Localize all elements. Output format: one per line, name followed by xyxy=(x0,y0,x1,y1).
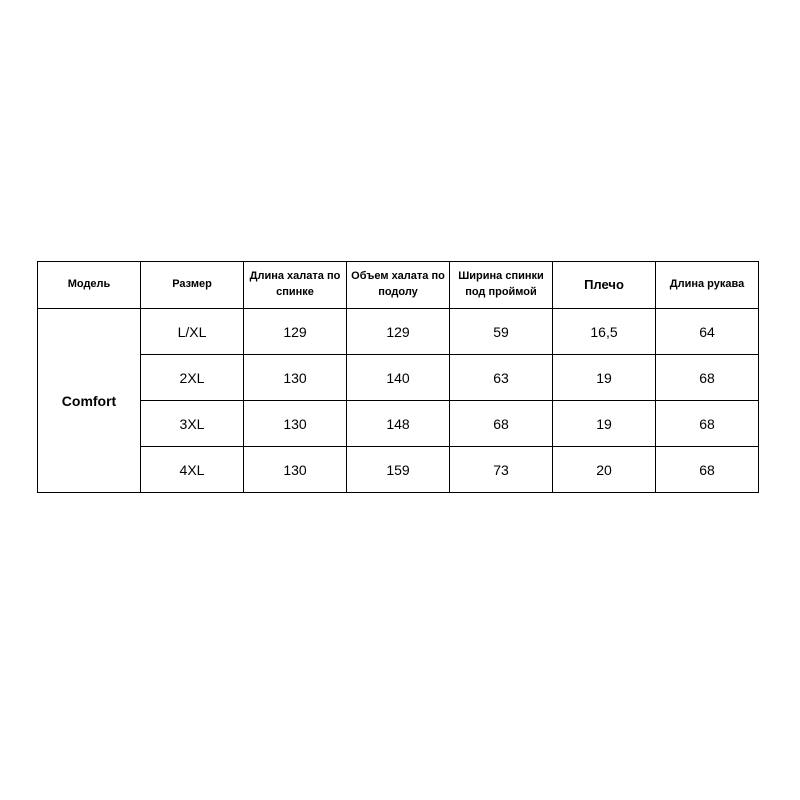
header-sleeve-length: Длина рукава xyxy=(656,262,759,309)
table-cell: 16,5 xyxy=(553,309,656,355)
table-cell: 3XL xyxy=(141,401,244,447)
header-back-width: Ширина спинки под проймой xyxy=(450,262,553,309)
table-cell: L/XL xyxy=(141,309,244,355)
header-size: Размер xyxy=(141,262,244,309)
table-row xyxy=(38,401,759,447)
header-shoulder: Плечо xyxy=(553,262,656,309)
table-cell: 73 xyxy=(450,447,553,493)
header-hem-volume: Объем халата по подолу xyxy=(347,262,450,309)
table-cell: 68 xyxy=(656,447,759,493)
table-cell: 19 xyxy=(553,401,656,447)
header-model: Модель xyxy=(38,262,141,309)
table-cell: 68 xyxy=(656,355,759,401)
table-cell: 130 xyxy=(244,401,347,447)
header-back-length: Длина халата по спинке xyxy=(244,262,347,309)
table-cell: 19 xyxy=(553,355,656,401)
table-cell: 140 xyxy=(347,355,450,401)
table-cell: 63 xyxy=(450,355,553,401)
table-cell: 159 xyxy=(347,447,450,493)
table-cell: 130 xyxy=(244,355,347,401)
table-cell: 68 xyxy=(450,401,553,447)
table-row xyxy=(38,309,759,355)
table-cell: 130 xyxy=(244,447,347,493)
model-cell: Comfort xyxy=(38,309,141,493)
table-cell: 129 xyxy=(244,309,347,355)
table-cell: 148 xyxy=(347,401,450,447)
table-cell: 2XL xyxy=(141,355,244,401)
size-chart-table xyxy=(37,261,759,493)
table-row xyxy=(38,447,759,493)
table-cell: 59 xyxy=(450,309,553,355)
table-cell: 129 xyxy=(347,309,450,355)
table-cell: 64 xyxy=(656,309,759,355)
table-cell: 20 xyxy=(553,447,656,493)
table-cell: 4XL xyxy=(141,447,244,493)
table-cell: 68 xyxy=(656,401,759,447)
table-header-row xyxy=(38,262,759,309)
table-row xyxy=(38,355,759,401)
